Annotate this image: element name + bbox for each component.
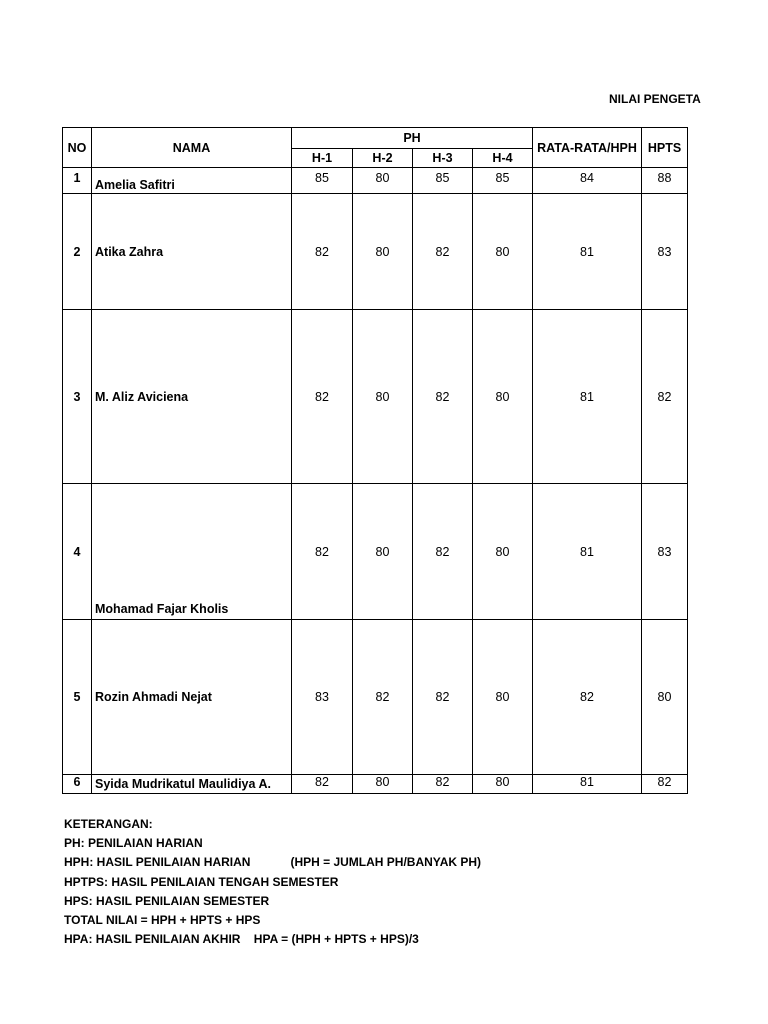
cell-h3: 82 — [413, 484, 473, 620]
page-title: NILAI PENGETA — [609, 92, 701, 106]
table-row — [63, 620, 688, 775]
notes-section — [64, 815, 481, 949]
cell-nama: Mohamad Fajar Kholis — [92, 484, 292, 620]
cell-h1: 85 — [292, 168, 353, 194]
header-h4: H-4 — [473, 149, 533, 168]
cell-no: 1 — [63, 168, 92, 194]
cell-rata: 81 — [533, 775, 642, 794]
header-row-top — [63, 128, 688, 149]
note-line: HPH: HASIL PENILAIAN HARIAN (HPH = JUMLAH PH/BANYAK PH) — [64, 855, 482, 870]
cell-rata: 81 — [533, 310, 642, 484]
cell-hpts: 80 — [642, 620, 688, 775]
cell-hpts: 83 — [642, 194, 688, 310]
cell-rata: 82 — [533, 620, 642, 775]
cell-h1: 82 — [292, 484, 353, 620]
table-row — [63, 168, 688, 194]
grades-table — [62, 127, 688, 794]
cell-no: 4 — [63, 484, 92, 620]
cell-h2: 82 — [353, 620, 413, 775]
cell-h1: 83 — [292, 620, 353, 775]
table-row — [63, 310, 688, 484]
note-line: HPTPS: HASIL PENILAIAN TENGAH SEMESTER — [64, 874, 339, 889]
cell-h3: 82 — [413, 775, 473, 794]
cell-h1: 82 — [292, 310, 353, 484]
cell-hpts: 82 — [642, 775, 688, 794]
cell-h1: 82 — [292, 775, 353, 794]
cell-no: 2 — [63, 194, 92, 310]
cell-rata: 81 — [533, 484, 642, 620]
cell-rata: 84 — [533, 168, 642, 194]
header-nama: NAMA — [92, 128, 292, 168]
cell-h2: 80 — [353, 194, 413, 310]
header-h2: H-2 — [353, 149, 413, 168]
header-h1: H-1 — [292, 149, 353, 168]
table-row — [63, 775, 688, 794]
header-hpts: HPTS — [642, 128, 688, 168]
note-line: HPS: HASIL PENILAIAN SEMESTER — [64, 893, 270, 908]
cell-hpts: 82 — [642, 310, 688, 484]
cell-nama: Amelia Safitri — [92, 168, 292, 194]
cell-h4: 85 — [473, 168, 533, 194]
cell-h4: 80 — [473, 194, 533, 310]
note-line: TOTAL NILAI = HPH + HPTS + HPS — [64, 913, 261, 928]
cell-no: 3 — [63, 310, 92, 484]
table-row — [63, 484, 688, 620]
cell-h3: 82 — [413, 620, 473, 775]
cell-hpts: 88 — [642, 168, 688, 194]
note-line: HPA: HASIL PENILAIAN AKHIR HPA = (HPH + HPTS + HPS)/3 — [64, 932, 419, 947]
header-no: NO — [63, 128, 92, 168]
cell-nama: Syida Mudrikatul Maulidiya A. — [92, 775, 292, 794]
cell-h3: 85 — [413, 168, 473, 194]
cell-h2: 80 — [353, 484, 413, 620]
table-row — [63, 194, 688, 310]
header-rata-rata: RATA-RATA/HPH — [533, 128, 642, 168]
cell-h2: 80 — [353, 775, 413, 794]
notes-heading: KETERANGAN: — [64, 817, 153, 831]
cell-h4: 80 — [473, 620, 533, 775]
cell-h4: 80 — [473, 775, 533, 794]
cell-nama: Atika Zahra — [92, 194, 292, 310]
cell-h3: 82 — [413, 310, 473, 484]
cell-nama: M. Aliz Aviciena — [92, 310, 292, 484]
cell-h4: 80 — [473, 310, 533, 484]
cell-h3: 82 — [413, 194, 473, 310]
header-h3: H-3 — [413, 149, 473, 168]
cell-no: 5 — [63, 620, 92, 775]
cell-hpts: 83 — [642, 484, 688, 620]
cell-h1: 82 — [292, 194, 353, 310]
header-ph: PH — [292, 128, 533, 149]
note-line: PH: PENILAIAN HARIAN — [64, 836, 203, 851]
cell-no: 6 — [63, 775, 92, 794]
cell-h4: 80 — [473, 484, 533, 620]
cell-rata: 81 — [533, 194, 642, 310]
cell-h2: 80 — [353, 310, 413, 484]
cell-nama: Rozin Ahmadi Nejat — [92, 620, 292, 775]
cell-h2: 80 — [353, 168, 413, 194]
